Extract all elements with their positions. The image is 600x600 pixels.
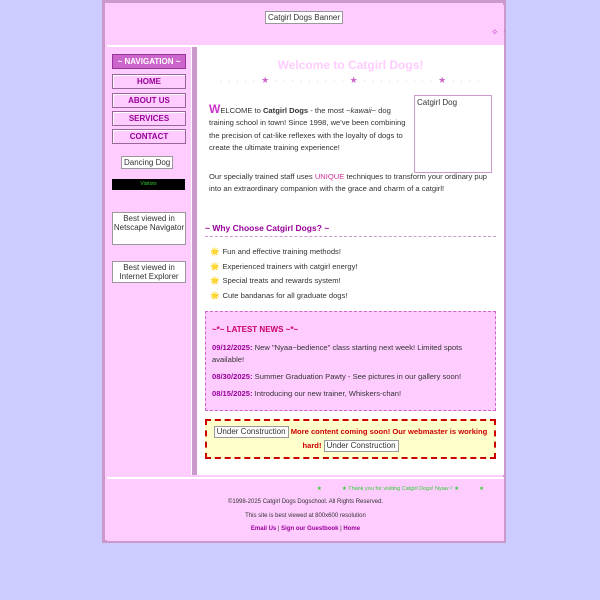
divider-star-icon: ★: [261, 75, 272, 85]
news-date: 08/30/2025:: [212, 372, 253, 381]
news-item: [212, 388, 488, 400]
footer: [107, 477, 504, 541]
dotted-divider: · · · · · ★ · · · · · · · · · ★ · · · · · · · · · ★ · · · ·: [219, 75, 482, 85]
under-construction-text: More content coming soon! Our webmaster is working hard!: [290, 427, 488, 450]
separator: |: [338, 526, 344, 532]
brand-name: Catgirl Dogs: [262, 106, 309, 115]
why-choose-heading: ~ Why Choose Catgirl Dogs? ~: [205, 223, 496, 237]
star-icon: 🌟: [210, 247, 220, 256]
nav-contact-button[interactable]: CONTACT: [112, 129, 186, 144]
visitor-counter: Visitors: [112, 179, 185, 190]
news-text: New "Nyaa~bedience" class starting next week! Limited spots available!: [212, 343, 463, 364]
list-item-text: Fun and effective training methods!: [222, 247, 341, 256]
list-item: [210, 274, 490, 289]
intro-text: ~ dog training school in town! Since 1998, we've been combining the precision of cat-like reflexes with the loyalty of dogs to create the ultimate training experience!: [209, 106, 406, 152]
staff-text: Our specially trained staff uses: [209, 172, 315, 181]
scrolling-marquee: [107, 486, 504, 492]
main-content: [197, 47, 504, 475]
intro-text: - the most ~: [308, 106, 351, 115]
news-item: [212, 342, 488, 366]
copyright: ©1998-2025 Catgirl Dogs Dogschool. All Rights Reserved.: [227, 499, 384, 505]
list-item-text: Special treats and rewards system!: [222, 276, 341, 286]
latest-news-box: [205, 311, 496, 411]
sidebar: [107, 47, 190, 475]
netscape-badge[interactable]: Best viewed in Netscape Navigator: [112, 212, 186, 245]
news-date: 08/15/2025:: [212, 389, 253, 398]
unique-highlight: UNIQUE: [314, 172, 345, 181]
separator: |: [276, 526, 282, 532]
intro-text: ELCOME to: [220, 106, 263, 115]
kawaii-text: kawaii: [350, 106, 372, 115]
list-item-text: Cute bandanas for all graduate dogs!: [222, 291, 348, 301]
sparkle-icon: ✧: [491, 27, 499, 37]
resolution-note: This site is best viewed at 800x600 resolution: [245, 513, 366, 519]
nav-services-button[interactable]: SERVICES: [112, 111, 186, 126]
page-title: Welcome to Catgirl Dogs!: [277, 58, 424, 72]
divider-star-icon: ★: [349, 75, 360, 85]
star-icon: 🌟: [210, 291, 220, 301]
staff-paragraph: [209, 171, 494, 196]
catgirl-dog-image: [414, 95, 492, 173]
marquee-star-icon: ★: [479, 486, 484, 492]
under-construction-box: [205, 419, 496, 459]
star-icon: 🌟: [210, 276, 220, 286]
star-icon: 🌟: [210, 261, 220, 271]
list-item: [210, 289, 490, 304]
guestbook-link[interactable]: Sign our Guestbook: [281, 526, 339, 532]
list-item-text: Experienced trainers with catgirl energy!: [222, 261, 358, 271]
staff-text: techniques to transform your ordinary pup into an extraordinary companion with the grace and charm of a catgirl!: [209, 172, 488, 194]
header: [107, 5, 504, 47]
news-date: 09/12/2025:: [212, 343, 253, 352]
news-text: Introducing our new trainer, Whiskers-chan!: [252, 389, 402, 398]
news-heading: ~*~ LATEST NEWS ~*~: [212, 325, 299, 334]
news-item: [212, 371, 488, 383]
email-link[interactable]: Email Us: [250, 526, 277, 532]
site-frame: [102, 0, 506, 543]
list-item: [210, 260, 490, 275]
dropcap: W: [209, 102, 221, 116]
news-text: Summer Graduation Pawty - See pictures in our gallery soon!: [252, 372, 462, 381]
divider-star-icon: ★: [438, 75, 449, 85]
under-construction-image: Under Construction: [324, 440, 399, 452]
intro-paragraph: [209, 103, 409, 154]
list-item: [210, 245, 490, 260]
why-choose-list: [210, 245, 490, 304]
catgirl-dog-alt: Catgirl Dog: [417, 98, 458, 107]
dancing-dog-image: Dancing Dog: [121, 156, 173, 169]
under-construction-image: Under Construction: [214, 426, 289, 438]
sparkle-dot-icon: ·: [503, 28, 506, 35]
nav-about-button[interactable]: ABOUT US: [112, 93, 186, 108]
marquee-star-icon: ★: [316, 486, 322, 492]
footer-links: [107, 526, 504, 532]
marquee-text: ★ Thank you for visiting Catgirl Dogs! Nyaa~! ★: [341, 486, 460, 492]
home-link[interactable]: Home: [343, 526, 361, 532]
nav-home-button[interactable]: HOME: [112, 74, 186, 89]
ie-badge[interactable]: Best viewed in Internet Explorer: [112, 261, 186, 283]
nav-title: ~ NAVIGATION ~: [112, 54, 186, 69]
banner-image: Catgirl Dogs Banner: [265, 11, 343, 24]
